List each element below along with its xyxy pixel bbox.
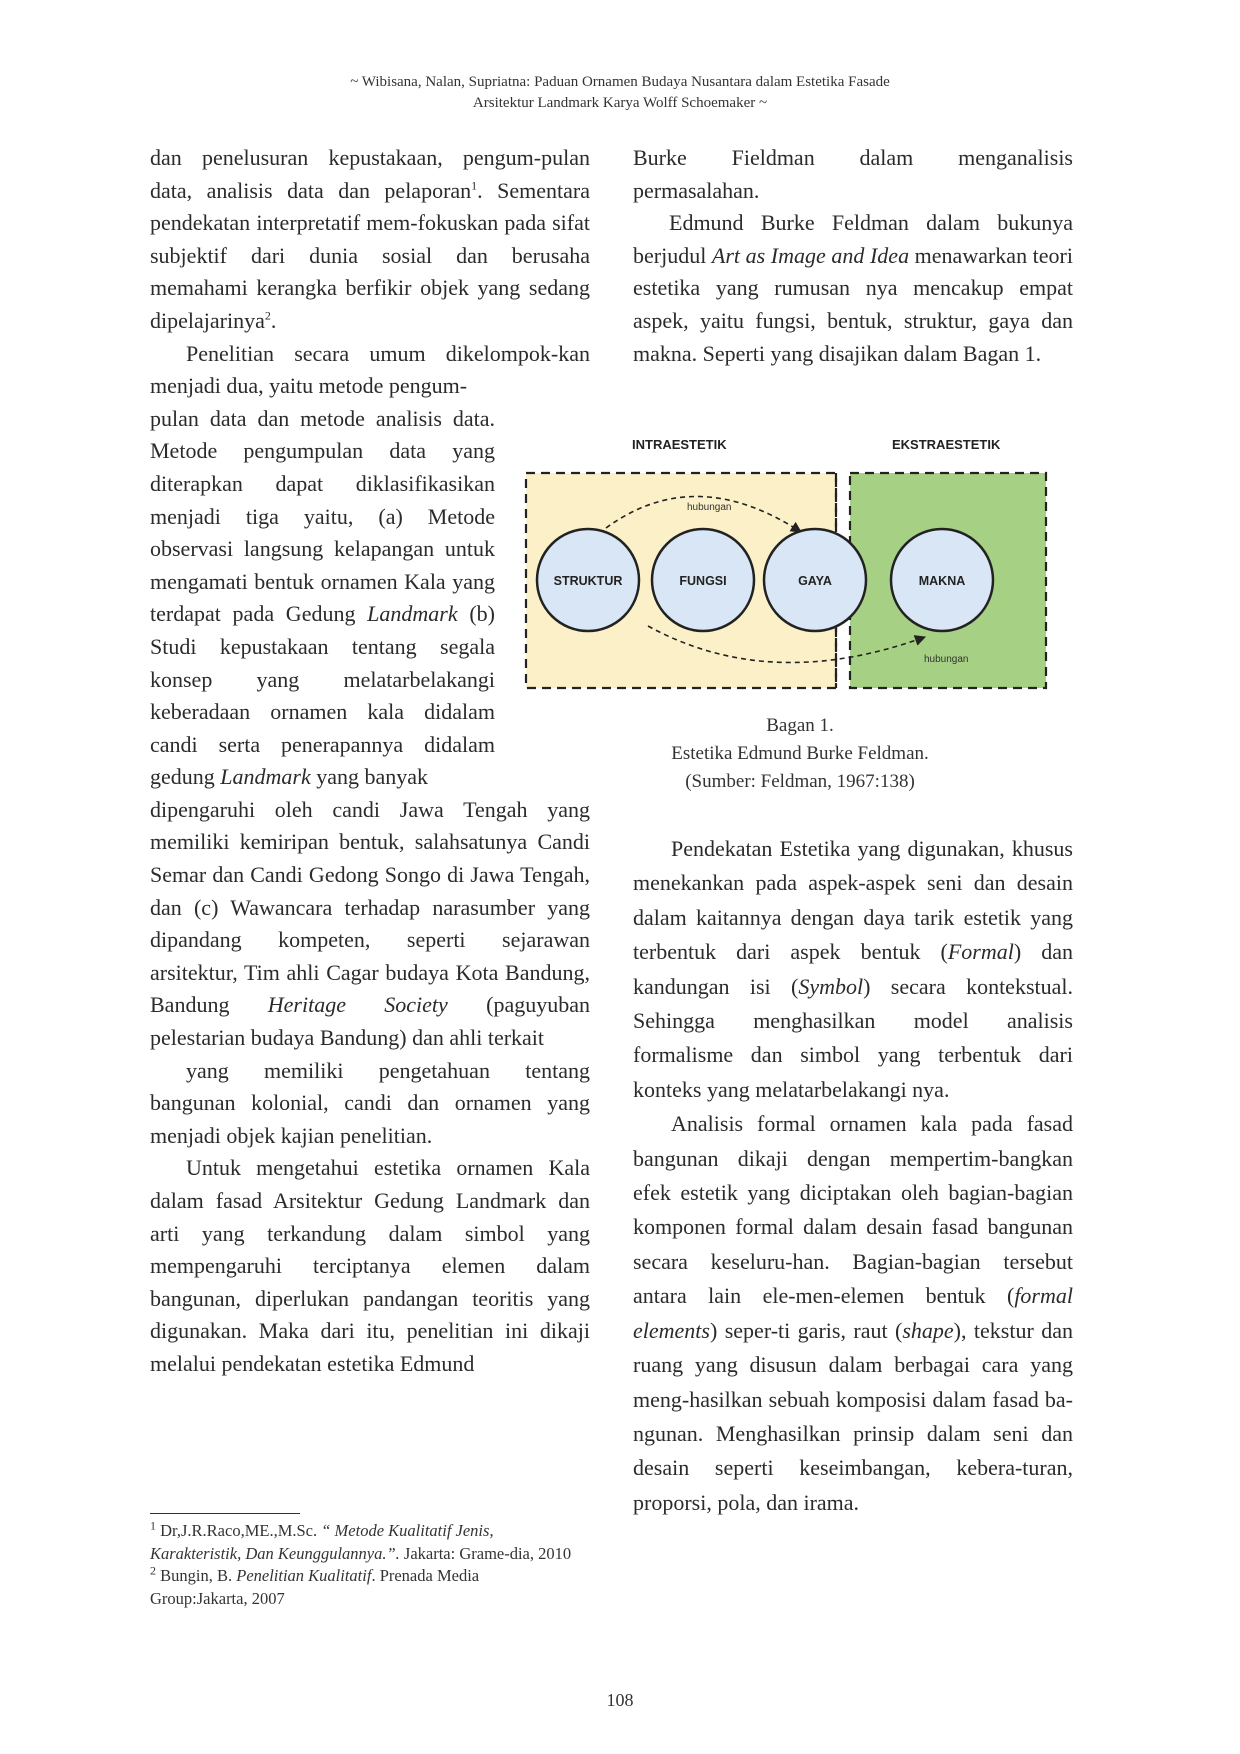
book-title: Art as Image and Idea (711, 242, 910, 268)
footnotes (150, 1520, 580, 1610)
text-run: Pendekatan Estetika yang digunakan, khusus menekankan pada aspek-aspek seni dan desain dalam kaitannya dengan daya tarik estetik yang terbentuk dari aspek bentuk ( (633, 836, 1073, 965)
footnote-ref: 2 (264, 308, 271, 323)
left-column (150, 142, 590, 1381)
paragraph (633, 1107, 1073, 1520)
text-run: yang banyak (310, 764, 429, 790)
text-run: . Sementara pendekatan interpretatif mem-fokuskan pada sifat subjektif dari dunia sosial dan berusaha memahami kerangka berfikir objek yang sedang dipelajarinya (150, 177, 590, 333)
italic-term: Landmark (367, 601, 458, 627)
hubungan-label-top: hubungan (687, 502, 732, 513)
text-run: (paguyuban pelestarian budaya Bandung) dan ahli terkait (150, 992, 590, 1051)
paragraph: Burke Fieldman dalam menganalisis permasalahan. (633, 145, 1073, 203)
node-makna (891, 529, 993, 631)
header-line-2: Arsitektur Landmark Karya Wolff Schoemaker ~ (472, 95, 768, 111)
footnote-number: 2 (150, 1563, 156, 1578)
text-run: (b) Studi kepustakaan tentang segala konsep yang melatarbelakangi keberadaan ornamen kala didalam candi serta penerapannya didalam gedung (150, 601, 495, 790)
italic-term: Formal (947, 939, 1014, 965)
page-number: 108 (606, 1690, 634, 1710)
paragraph: yang memiliki pengetahuan tentang bangunan kolonial, candi dan ornamen yang menjadi objek kajian penelitian. (150, 1057, 590, 1148)
node-fungsi (652, 529, 754, 631)
text-run: ) seper-ti garis, raut ( (709, 1317, 903, 1343)
hubungan-label-bottom: hubungan (924, 654, 969, 665)
node-makna-label: MAKNA (918, 574, 966, 588)
text-run: Dr,J.R.Raco,ME.,M.Sc. (156, 1521, 322, 1540)
text-run: Jakarta: Grame-dia, 2010 (399, 1543, 572, 1563)
node-gaya-label: GAYA (798, 574, 832, 588)
footnote-1 (150, 1520, 580, 1565)
node-struktur-label: STRUKTUR (553, 574, 623, 588)
paragraph (633, 207, 1073, 370)
paragraph: Penelitian secara umum dikelompok-kan menjadi dua, yaitu metode pengum- (150, 340, 590, 399)
right-column-lower (633, 832, 1073, 1520)
intraestetik-label: INTRAESTETIK (632, 437, 727, 452)
node-gaya (764, 529, 866, 631)
caption-line-2: Estetika Edmund Burke Feldman. (671, 743, 929, 764)
footnote-ref: 1 (471, 178, 478, 193)
italic-term: Symbol (798, 973, 864, 999)
node-struktur (537, 529, 639, 631)
text-run: ) secara kontekstual. Sehingga menghasilkan model analisis formalisme dan simbol yang terbentuk dari konteks yang melatarbelakangi nya. (633, 973, 1073, 1102)
figure-caption (600, 712, 1000, 796)
caption-line-1: Bagan 1. (766, 715, 834, 736)
paragraph-wrapped-around-figure (150, 403, 495, 794)
text-run: ), tekstur dan ruang yang disusun dalam berbagai cara yang meng-hasilkan sebuah komposisi dalam fasad ba-ngunan. Menghasilkan prinsip dalam seni dan desain seperti keseimbangan, kebera-turan, proporsi, pola, dan irama. (633, 1317, 1073, 1515)
italic-term: Landmark (220, 764, 311, 790)
right-column-upper (633, 142, 1073, 370)
text-run: dan penelusuran kepustakaan, pengum-pulan data, analisis data dan pelaporan (150, 145, 590, 203)
footnote-rule (150, 1513, 300, 1514)
running-header (0, 72, 1240, 114)
aesthetics-diagram (520, 428, 1060, 708)
footnote-2 (150, 1565, 580, 1610)
italic-term: shape (902, 1317, 954, 1343)
ekstraestetik-label: EKSTRAESTETIK (892, 437, 1001, 452)
italic-term: Heritage Society (267, 992, 448, 1018)
text-run: Edmund Burke Feldman dalam bukunya berjudul (633, 210, 1073, 268)
italic-title: “ Metode Kualitatif Jenis, Karakteristik, Dan Keunggulannya.”. (150, 1521, 494, 1563)
text-run: . (270, 307, 277, 333)
text-run: dipengaruhi oleh candi Jawa Tengah yang memiliki kemiripan bentuk, salahsatunya Candi Semar dan Candi Gedong Songo di Jawa Tengah, dan (c) Wawancara terhadap narasumber yang dipandang kompeten, seperti sejarawan arsitektur, Tim ahli Cagar budaya Kota Bandung, Bandung (150, 796, 590, 1018)
header-line-1: ~ Wibisana, Nalan, Supriatna: Paduan Ornamen Budaya Nusantara dalam Estetika Fasade (350, 74, 890, 90)
text-run: pulan data dan metode analisis data. Metode pengumpulan data yang diterapkan dapat diklasifikasikan menjadi tiga yaitu, (a) Metode observasi langsung kelapangan untuk mengamati bentuk ornamen Kala yang terdapat pada Gedung (150, 405, 495, 627)
footnote-number: 1 (150, 1518, 156, 1533)
text-run: . Prenada Media Group:Jakarta, 2007 (150, 1566, 480, 1608)
caption-line-3: (Sumber: Feldman, 1967:138) (685, 771, 915, 792)
text-run: Bungin, B. (156, 1566, 237, 1585)
paragraph (633, 832, 1073, 1107)
paragraph: Untuk mengetahui estetika ornamen Kala dalam fasad Arsitektur Gedung Landmark dan arti yang terkandung dalam simbol yang mempengaruhi terciptanya elemen dalam bangunan, diperlukan pandangan teoritis yang digunakan. Maka dari itu, penelitian ini dikaji melalui pendekatan estetika Edmund (150, 1155, 590, 1376)
text-run: menawarkan teori estetika yang rumusan nya mencakup empat aspek, yaitu fungsi, bentuk, struktur, gaya dan makna. Seperti yang disajikan dalam Bagan 1. (633, 242, 1073, 366)
paragraph (150, 794, 590, 1055)
text-run: Analisis formal ornamen kala pada fasad bangunan dikaji dengan mempertim-bangkan efek estetik yang diciptakan oleh bagian-bagian komponen formal dalam desain fasad bangunan secara keseluru-han. Bagian-bagian tersebut antara lain ele-men-elemen bentuk ( (633, 1111, 1073, 1309)
node-fungsi-label: FUNGSI (679, 574, 727, 588)
italic-term: formal elements (633, 1283, 1073, 1343)
text-run: ) dan kandungan isi ( (633, 939, 1074, 999)
italic-title: Penelitian Kualitatif (236, 1566, 372, 1585)
paragraph (150, 142, 590, 338)
